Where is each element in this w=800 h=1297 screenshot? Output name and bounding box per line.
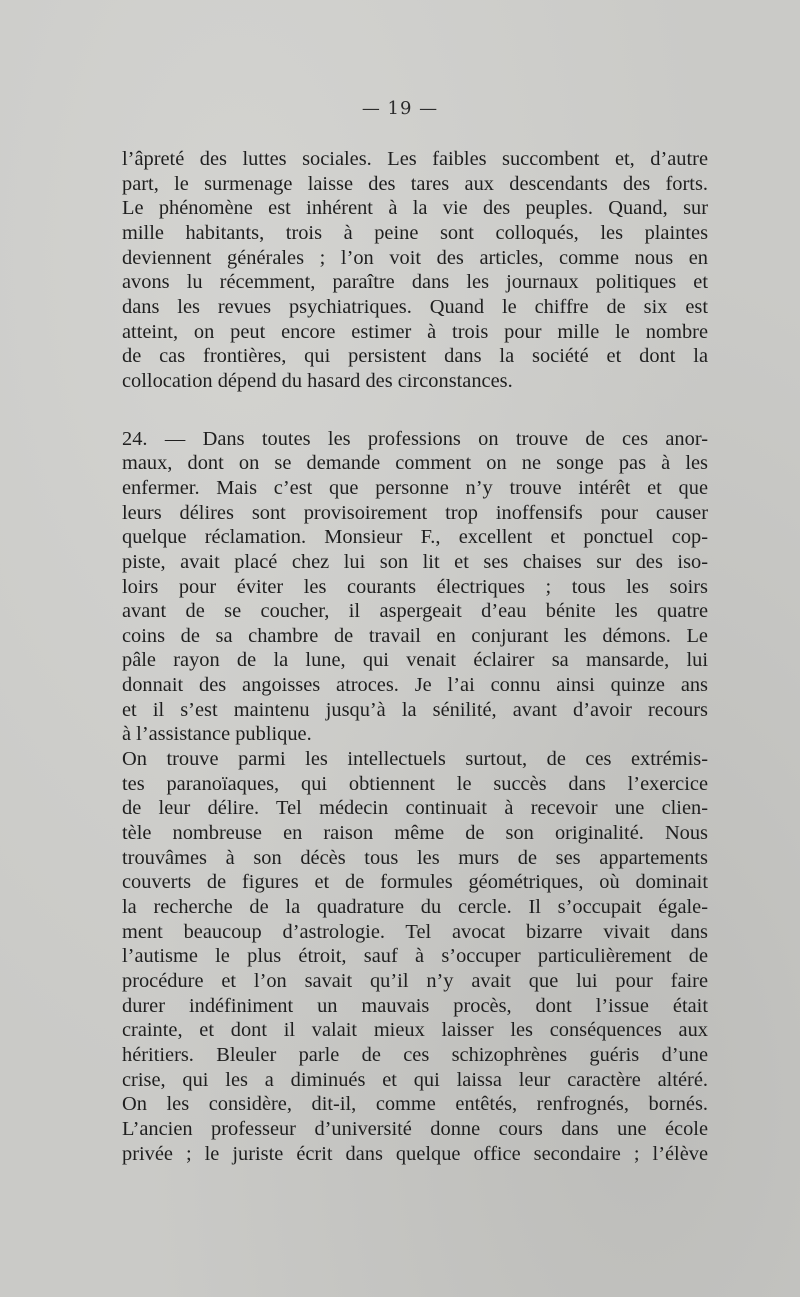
- text-line: la recherche de la quadrature du cercle. Il s’occupait égale-: [122, 896, 708, 919]
- text-line: atteint, on peut encore estimer à trois pour mille le nombre: [122, 320, 708, 343]
- text-line: et il s’est maintenu jusqu’à la sénilité, avant d’avoir recours: [122, 698, 708, 721]
- text-line: L’ancien professeur d’université donne cours dans une école: [122, 1117, 708, 1140]
- text-line: avons lu récemment, paraître dans les journaux politiques et: [122, 271, 708, 294]
- text-line: crainte, et dont il valait mieux laisser les conséquences aux: [122, 1019, 708, 1042]
- page-number: — 19 —: [361, 98, 439, 119]
- text-line: couverts de figures et de formules géométriques, où dominait: [122, 871, 708, 894]
- text-line: mille habitants, trois à peine sont colloqués, les plaintes: [122, 221, 708, 244]
- text-line: de leur délire. Tel médecin continuait à recevoir une clien-: [122, 797, 708, 820]
- text-line: collocation dépend du hasard des circonstances.: [122, 369, 513, 392]
- paragraph-3: [122, 747, 708, 1166]
- text-line: loirs pour éviter les courants électriques ; tous les soirs: [122, 575, 708, 598]
- text-line: privée ; le juriste écrit dans quelque office secondaire ; l’élève: [122, 1142, 708, 1165]
- text-line: donnait des angoisses atroces. Je l’ai connu ainsi quinze ans: [122, 674, 708, 697]
- text-line: 24. — Dans toutes les professions on trouve de ces anor-: [122, 427, 708, 450]
- text-line: On les considère, dit-il, comme entêtés, renfrognés, bornés.: [122, 1093, 708, 1116]
- text-line: maux, dont on se demande comment on ne songe pas à les: [122, 452, 708, 475]
- text-line: pâle rayon de la lune, qui venait éclairer sa mansarde, lui: [122, 649, 708, 672]
- text-line: coins de sa chambre de travail en conjurant les démons. Le: [122, 624, 708, 647]
- body-text: [122, 147, 708, 1166]
- text-line: trouvâmes à son décès tous les murs de ses appartements: [122, 846, 708, 869]
- text-line: de cas frontières, qui persistent dans la société et dont la: [122, 345, 708, 368]
- text-line: deviennent générales ; l’on voit des articles, comme nous en: [122, 246, 708, 269]
- text-line: tes paranoïaques, qui obtiennent le succès dans l’exercice: [122, 772, 708, 795]
- text-line: héritiers. Bleuler parle de ces schizophrènes guéris d’une: [122, 1043, 708, 1066]
- text-line: durer indéfiniment un mauvais procès, dont l’issue était: [122, 994, 708, 1017]
- text-line: leurs délires sont provisoirement trop inoffensifs pour causer: [122, 501, 708, 524]
- text-line: dans les revues psychiatriques. Quand le chiffre de six est: [122, 295, 708, 318]
- text-line: à l’assistance publique.: [122, 723, 312, 746]
- text-line: tèle nombreuse en raison même de son originalité. Nous: [122, 822, 708, 845]
- text-line: Le phénomène est inhérent à la vie des peuples. Quand, sur: [122, 197, 708, 220]
- paragraph-1: [122, 147, 708, 394]
- paragraph-2: [122, 427, 708, 748]
- text-line: ment beaucoup d’astrologie. Tel avocat bizarre vivait dans: [122, 920, 708, 943]
- text-line: crise, qui les a diminués et qui laissa leur caractère altéré.: [122, 1068, 708, 1091]
- text-line: enfermer. Mais c’est que personne n’y trouve intérêt et que: [122, 476, 708, 499]
- text-line: piste, avait placé chez lui son lit et ses chaises sur des iso-: [122, 550, 708, 573]
- text-line: l’autisme le plus étroit, sauf à s’occuper particulièrement de: [122, 945, 708, 968]
- text-line: quelque réclamation. Monsieur F., excellent et ponctuel cop-: [122, 526, 708, 549]
- text-line: On trouve parmi les intellectuels surtout, de ces extrémis-: [122, 748, 708, 771]
- text-line: procédure et l’on savait qu’il n’y avait que lui pour faire: [122, 970, 708, 992]
- text-line: l’âpreté des luttes sociales. Les faibles succombent et, d’autre: [122, 148, 708, 170]
- text-line: part, le surmenage laisse des tares aux descendants des forts.: [122, 172, 708, 195]
- text-line: avant de se coucher, il aspergeait d’eau bénite les quatre: [122, 600, 708, 623]
